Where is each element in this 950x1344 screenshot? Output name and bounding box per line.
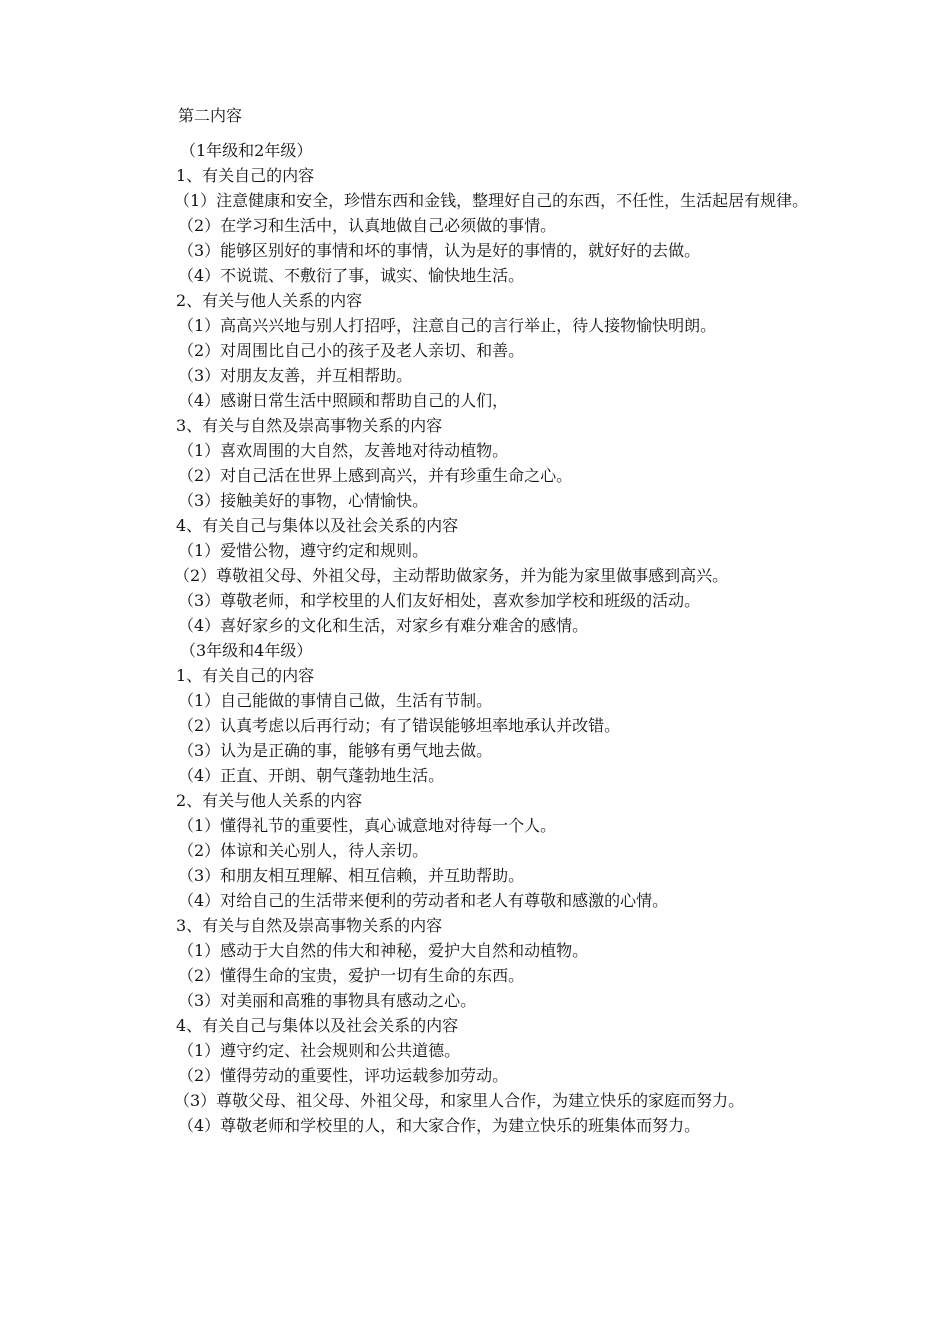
list-item: （3）认为是正确的事，能够有勇气地去做。 (178, 741, 493, 760)
list-item: （1）遵守约定、社会规则和公共道德。 (178, 1041, 461, 1060)
document-body (140, 103, 812, 1138)
list-item: （4）尊敬老师和学校里的人，和大家合作，为建立快乐的班集体而努力。 (178, 1116, 701, 1135)
list-item: （4）不说谎、不敷衍了事，诚实、愉快地生活。 (178, 266, 525, 285)
group-heading: 3、有关与自然及崇高事物关系的内容 (176, 416, 443, 435)
grade-heading: （1年级和2年级） (180, 141, 313, 160)
group-heading: 2、有关与他人关系的内容 (176, 791, 363, 810)
document-title: 第二内容 (178, 106, 243, 125)
list-item: （1）自己能做的事情自己做，生活有节制。 (178, 691, 493, 710)
list-item: （1）高高兴兴地与别人打招呼，注意自己的言行举止，待人接物愉快明朗。 (178, 316, 717, 335)
list-item: （3）对朋友友善，并互相帮助。 (178, 366, 413, 385)
group-heading: 4、有关自己与集体以及社会关系的内容 (176, 1016, 459, 1035)
group-heading: 4、有关自己与集体以及社会关系的内容 (176, 516, 459, 535)
list-item: （2）懂得劳动的重要性，评功运载参加劳动。 (178, 1066, 509, 1085)
list-item: （3）和朋友相互理解、相互信赖，并互助帮助。 (178, 866, 525, 885)
list-item: （1）懂得礼节的重要性，真心诚意地对待每一个人。 (178, 816, 557, 835)
group-heading: 1、有关自己的内容 (176, 666, 315, 685)
list-item: （2）懂得生命的宝贵，爱护一切有生命的东西。 (178, 966, 525, 985)
grade-heading: （3年级和4年级） (180, 641, 313, 660)
title-spacer (140, 128, 812, 138)
list-item: （2）体谅和关心别人，待人亲切。 (178, 841, 429, 860)
list-item: （1）喜欢周围的大自然，友善地对待动植物。 (178, 441, 509, 460)
list-item: （4）对给自己的生活带来便利的劳动者和老人有尊敬和感激的心情。 (178, 891, 669, 910)
group-heading: 2、有关与他人关系的内容 (176, 291, 363, 310)
list-item: （3）对美丽和高雅的事物具有感动之心。 (178, 991, 477, 1010)
list-item: （4）感谢日常生活中照顾和帮助自己的人们， (178, 391, 509, 410)
list-item: （2）认真考虑以后再行动；有了错误能够坦率地承认并改错。 (178, 716, 621, 735)
list-item: （1）爱惜公物，遵守约定和规则。 (178, 541, 429, 560)
list-item: （1）注意健康和安全，珍惜东西和金钱，整理好自己的东西，不任性，生活起居有规律。 (174, 191, 809, 210)
list-item: （4）喜好家乡的文化和生活，对家乡有难分难舍的感情。 (178, 616, 589, 635)
list-item: （4）正直、开朗、朝气蓬勃地生活。 (178, 766, 445, 785)
list-item: （1）感动于大自然的伟大和神秘，爱护大自然和动植物。 (178, 941, 589, 960)
list-item: （2）尊敬祖父母、外祖父母，主动帮助做家务，并为能为家里做事感到高兴。 (174, 566, 729, 585)
group-heading: 1、有关自己的内容 (176, 166, 315, 185)
list-item: （3）尊敬父母、祖父母、外祖父母，和家里人合作，为建立快乐的家庭而努力。 (174, 1091, 745, 1110)
group-heading: 3、有关与自然及崇高事物关系的内容 (176, 916, 443, 935)
list-item: （3）接触美好的事物，心情愉快。 (178, 491, 429, 510)
list-item: （2）对自己活在世界上感到高兴，并有珍重生命之心。 (178, 466, 573, 485)
list-item: （2）在学习和生活中，认真地做自己必须做的事情。 (178, 216, 557, 235)
list-item: （3）尊敬老师，和学校里的人们友好相处，喜欢参加学校和班级的活动。 (178, 591, 701, 610)
list-item: （3）能够区别好的事情和坏的事情，认为是好的事情的，就好好的去做。 (178, 241, 701, 260)
list-item: （2）对周围比自己小的孩子及老人亲切、和善。 (178, 341, 525, 360)
